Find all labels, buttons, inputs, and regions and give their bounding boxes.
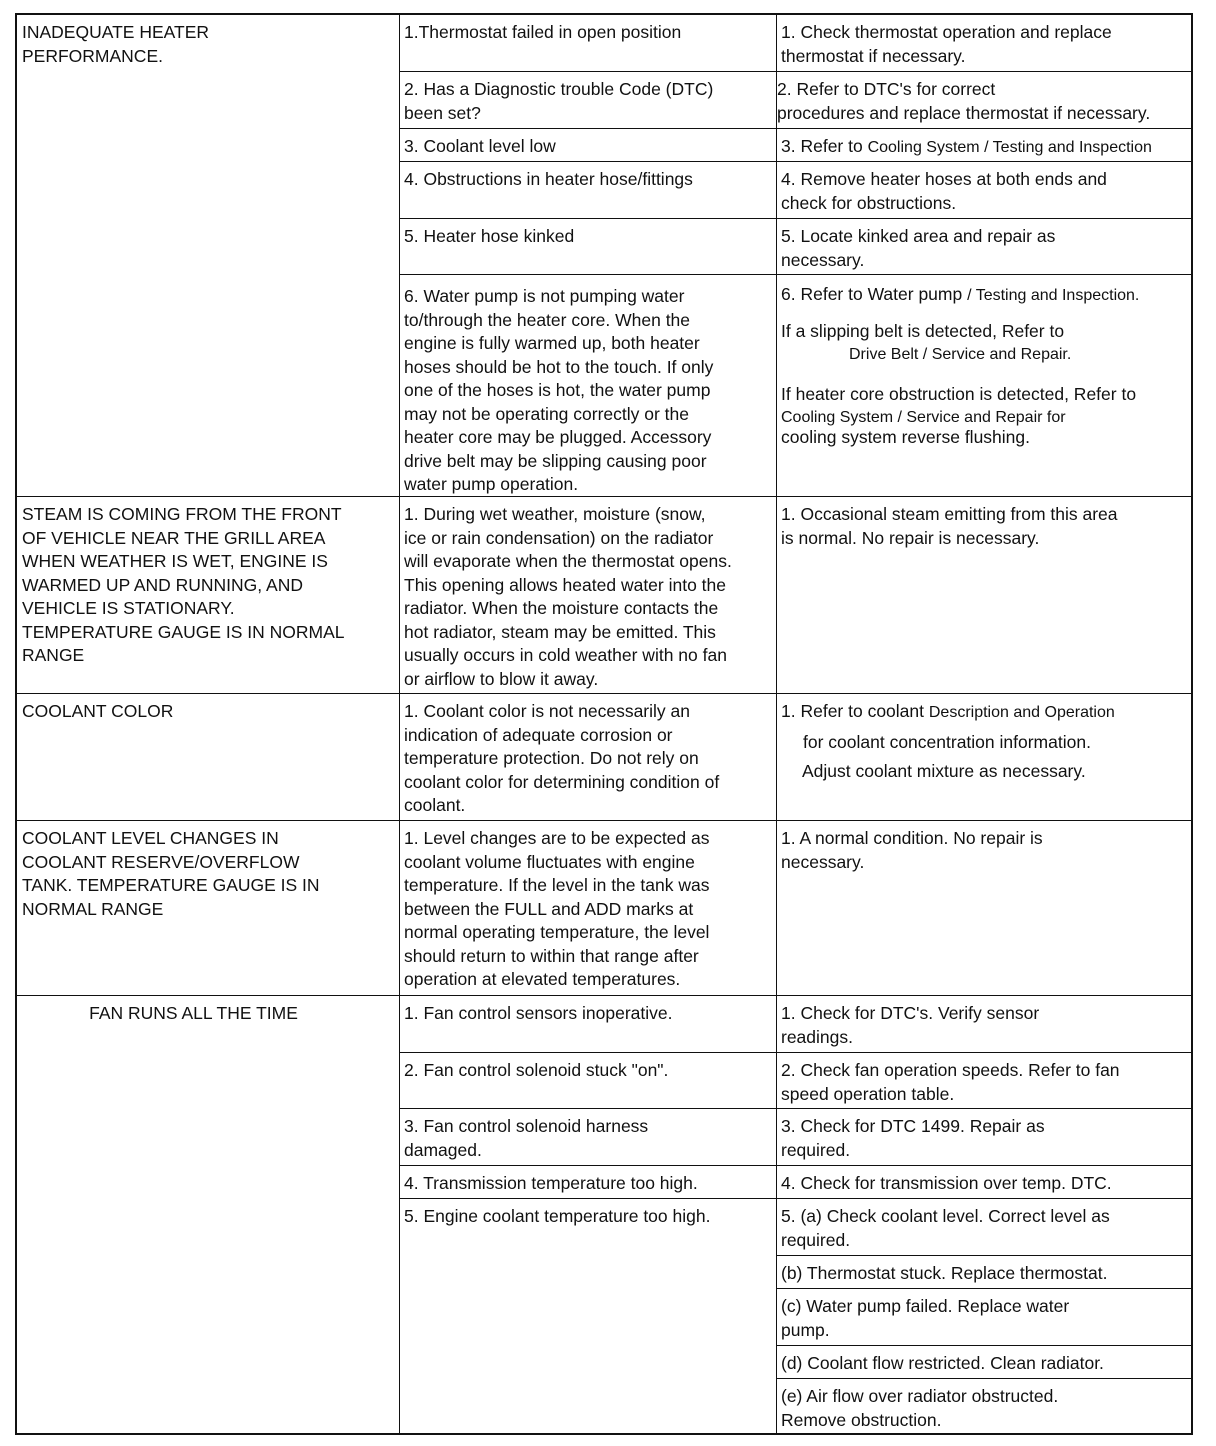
- cause-text: 5. Engine coolant temperature too high.: [404, 1206, 711, 1226]
- reference-link: Cooling System / Testing and Inspection: [867, 139, 1152, 156]
- reference-link: Description and Operation: [928, 704, 1115, 721]
- correction-text: 4. Check for transmission over temp. DTC.: [781, 1173, 1112, 1193]
- diagnosis-table: [15, 13, 1193, 1435]
- cause-text: 1. Level changes are to be expected as coolant volume fluctuates with engine temperature. If the level in the tank was between the FULL and ADD marks at normal operating temperature, the level should return to within that range after operation at elevated temperatures.: [404, 828, 710, 989]
- cause-text: 4. Transmission temperature too high.: [404, 1173, 698, 1193]
- correction-text: 5. Locate kinked area and repair as necessary.: [781, 226, 1056, 270]
- correction-text: 3. Check for DTC 1499. Repair as required.: [781, 1116, 1045, 1160]
- symptom-fan: FAN RUNS ALL THE TIME: [89, 1003, 298, 1023]
- symptom-coolant-level: COOLANT LEVEL CHANGES IN COOLANT RESERVE/OVERFLOW TANK. TEMPERATURE GAUGE IS IN NORMAL RANGE: [22, 828, 320, 919]
- symptom-coolant-color: COOLANT COLOR: [22, 701, 174, 721]
- correction-text: [776, 277, 1193, 446]
- correction-prefix: 3. Refer to: [781, 136, 868, 156]
- correction-text: (c) Water pump failed. Replace water pump.: [781, 1296, 1070, 1340]
- correction-line: If a slipping belt is detected, Refer to: [781, 320, 1065, 341]
- cause-text: 3. Fan control solenoid harness damaged.: [404, 1116, 649, 1160]
- correction-text: (e) Air flow over radiator obstructed. Remove obstruction.: [781, 1386, 1059, 1430]
- correction-text: 4. Remove heater hoses at both ends and check for obstructions.: [781, 169, 1107, 213]
- correction-text: 1. Check thermostat operation and replace thermostat if necessary.: [781, 22, 1112, 66]
- cause-text: 1. Coolant color is not necessarily an indication of adequate corrosion or temperature protection. Do not rely on coolant color for determining condition of coolant.: [404, 701, 720, 815]
- correction-text: 1. A normal condition. No repair is necessary.: [781, 828, 1043, 872]
- reference-link: / Testing and Inspection.: [967, 287, 1140, 304]
- symptom-steam: STEAM IS COMING FROM THE FRONT OF VEHICLE NEAR THE GRILL AREA WHEN WEATHER IS WET, ENGINE IS WARMED UP AND RUNNING, AND VEHICLE IS STATIONARY. TEMPERATURE GAUGE IS IN NORMAL RANGE: [22, 504, 345, 665]
- correction-text: 5. (a) Check coolant level. Correct level as required.: [781, 1206, 1110, 1250]
- cause-text: 2. Fan control solenoid stuck "on".: [404, 1060, 669, 1080]
- cause-text: 1. Fan control sensors inoperative.: [404, 1003, 673, 1023]
- correction-text: 2. Check fan operation speeds. Refer to fan speed operation table.: [781, 1060, 1120, 1104]
- correction-line: cooling system reverse flushing.: [781, 427, 1030, 447]
- correction-line: If heater core obstruction is detected, Refer to: [781, 383, 1137, 404]
- correction-text: 1. Occasional steam emitting from this area is normal. No repair is necessary.: [781, 504, 1118, 548]
- correction-prefix: 1. Refer to coolant: [781, 701, 929, 721]
- cause-text: 3. Coolant level low: [404, 136, 556, 156]
- cause-text: 2. Has a Diagnostic trouble Code (DTC) been set?: [404, 79, 714, 123]
- correction-text: [776, 129, 1193, 160]
- cause-text: 1.Thermostat failed in open position: [404, 22, 682, 42]
- correction-text: 1. Check for DTC's. Verify sensor readings.: [781, 1003, 1040, 1047]
- cause-text: 5. Heater hose kinked: [404, 226, 575, 246]
- correction-text: [776, 694, 1193, 784]
- correction-line: for coolant concentration information.: [803, 731, 1091, 752]
- reference-link: Drive Belt / Service and Repair.: [849, 346, 1072, 363]
- cause-text: 1. During wet weather, moisture (snow, ice or rain condensation) on the radiator will evaporate when the thermostat opens. This opening allows heated water into the radiator. When the moisture contacts the hot radiator, steam may be emitted. This usually occurs in cold weather with no fan or airflow to blow it away.: [404, 504, 732, 689]
- correction-text: 2. Refer to DTC's for correct procedures and replace thermostat if necessary.: [777, 79, 1151, 123]
- reference-link: Cooling System / Service and Repair for: [781, 409, 1066, 426]
- correction-text: (d) Coolant flow restricted. Clean radiator.: [781, 1353, 1104, 1373]
- correction-text: (b) Thermostat stuck. Replace thermostat.: [781, 1263, 1108, 1283]
- cause-text: 6. Water pump is not pumping water to/through the heater core. When the engine is fully warmed up, both heater hoses should be hot to the touch. If only one of the hoses is hot, the water pump may not be operating correctly or the heater core may be plugged. Accessory drive belt may be slipping causing poor water pump operation.: [404, 286, 714, 494]
- cause-text: 4. Obstructions in heater hose/fittings: [404, 169, 693, 189]
- symptom-heater: INADEQUATE HEATER PERFORMANCE.: [22, 22, 210, 66]
- correction-line: Adjust coolant mixture as necessary.: [802, 761, 1086, 781]
- correction-prefix: 6. Refer to Water pump: [781, 284, 968, 304]
